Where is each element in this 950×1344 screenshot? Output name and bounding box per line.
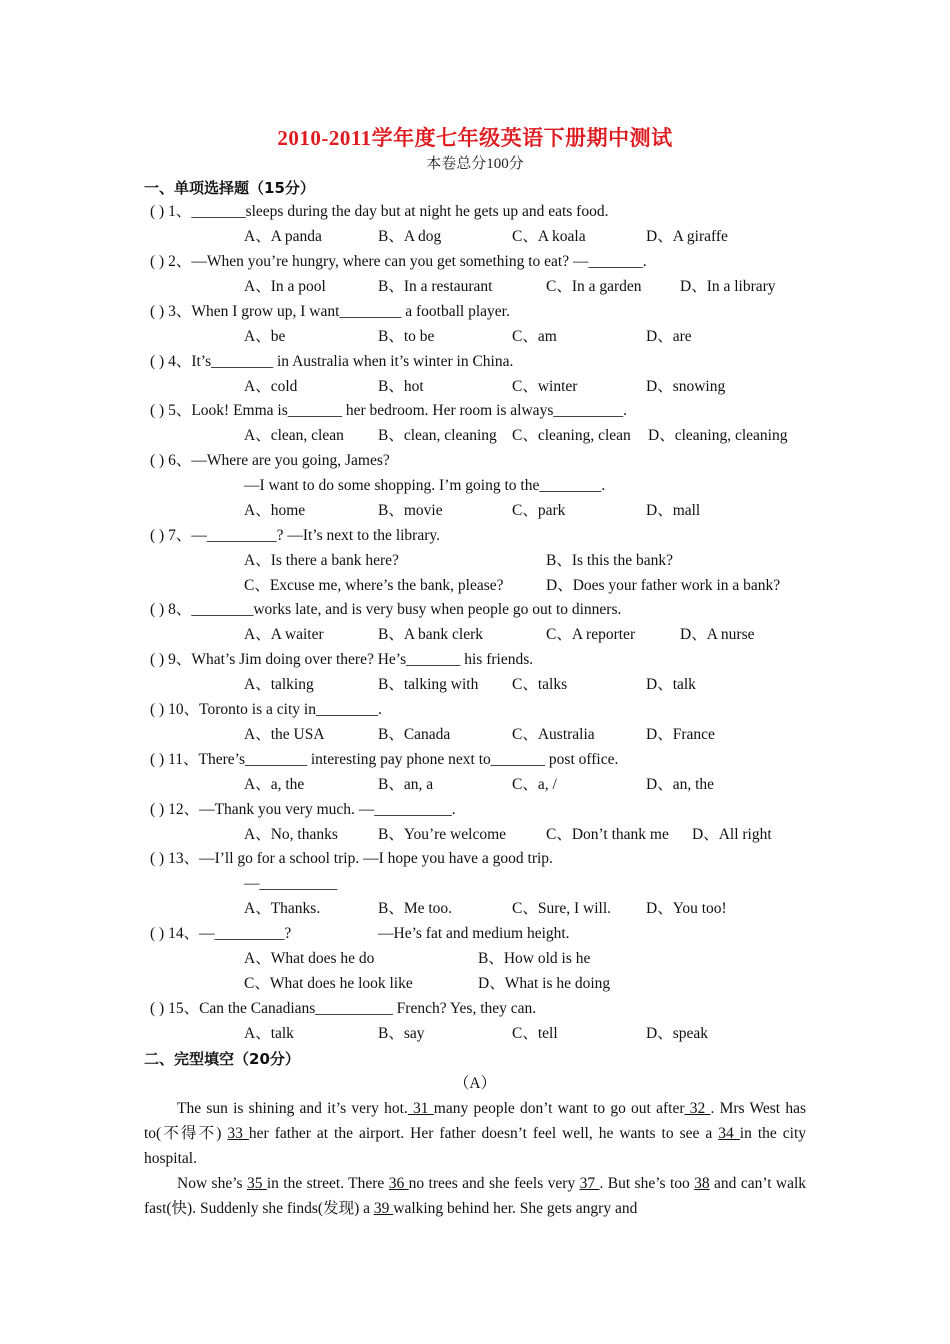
passage-text: . But she’s too (599, 1175, 695, 1192)
option: C、a, / (512, 776, 557, 793)
blank-32: 32 (684, 1100, 711, 1117)
option: B、clean, cleaning (378, 427, 497, 444)
question-stem: ( ) 11、There’s________ interesting pay phone next to_______ post office. (150, 751, 619, 768)
question-stem: ( ) 4、It’s________ in Australia when it’s winter in China. (150, 353, 514, 370)
option: C、am (512, 328, 557, 345)
blank-38: 38 (694, 1175, 710, 1192)
option: B、an, a (378, 776, 434, 793)
option: B、You’re welcome (378, 826, 507, 843)
passage-text: and can’t walk fast(快). Suddenly she finds(发现) a (144, 1175, 807, 1217)
passage-text: walking behind her. She gets angry and (393, 1200, 638, 1217)
question-stem: ( ) 2、—When you’re hungry, where can you get something to eat? —_______. (150, 253, 647, 270)
option: C、cleaning, clean (512, 427, 631, 444)
option: A、be (244, 328, 286, 345)
option: C、park (512, 502, 566, 519)
option: C、winter (512, 378, 578, 395)
option: C、A reporter (546, 626, 636, 643)
blank-36: 36 (388, 1175, 409, 1192)
question-stem: ( ) 1、_______sleeps during the day but at night he gets up and eats food. (150, 203, 609, 220)
question-continuation: —__________ (244, 875, 337, 892)
passage-text: many people don’t want to go out after (433, 1100, 685, 1117)
option: A、cold (244, 378, 298, 395)
page-title: 2010-2011学年度七年级英语下册期中测试 (277, 126, 673, 150)
question-stem: ( ) 9、What’s Jim doing over there? He’s_______ his friends. (150, 651, 534, 668)
option: A、What does he do (244, 950, 375, 967)
option: A、home (244, 502, 306, 519)
option: D、mall (646, 502, 701, 519)
question-stem: ( ) 10、Toronto is a city in________. (150, 701, 382, 718)
option: C、In a garden (546, 278, 642, 295)
option: A、talk (244, 1025, 294, 1042)
option: B、In a restaurant (378, 278, 493, 295)
question-continuation: —I want to do some shopping. I’m going to the________. (244, 477, 606, 494)
section2-heading: 二、完型填空（20分） (144, 1050, 300, 1068)
option: D、A giraffe (646, 228, 728, 245)
option: D、are (646, 328, 692, 345)
passage-text: . Mrs West has to(不得不) (144, 1100, 807, 1142)
question-stem: ( ) 12、—Thank you very much. —__________. (150, 801, 456, 818)
option: D、speak (646, 1025, 708, 1042)
passage-text: The sun is shining and it’s very hot. (177, 1100, 408, 1117)
question-stem: ( ) 13、—I’ll go for a school trip. —I hope you have a good trip. (150, 850, 553, 867)
passage-text: in the street. There (266, 1175, 389, 1192)
passage-text: her father at the airport. Her father doesn’t feel well, he wants to see a (248, 1125, 719, 1142)
passage-text: Now she’s (177, 1175, 247, 1192)
option: C、Excuse me, where’s the bank, please? (244, 577, 504, 594)
option: B、to be (378, 328, 435, 345)
option: A、A panda (244, 228, 322, 245)
option: A、No, thanks (244, 826, 338, 843)
option: A、the USA (244, 726, 325, 743)
option: D、In a library (680, 278, 776, 295)
option: B、movie (378, 502, 443, 519)
option: C、Australia (512, 726, 595, 743)
question-stem: ( ) 15、Can the Canadians__________ French? Yes, they can. (150, 1000, 537, 1017)
option: A、A waiter (244, 626, 324, 643)
option: B、Is this the bank? (546, 552, 673, 569)
page-subtitle: 本卷总分100分 (426, 156, 524, 172)
option: D、France (646, 726, 715, 743)
option: C、A koala (512, 228, 586, 245)
blank-31: 31 (407, 1100, 434, 1117)
option: A、talking (244, 676, 314, 693)
option: B、A bank clerk (378, 626, 484, 643)
option: D、talk (646, 676, 696, 693)
option: D、All right (692, 826, 772, 843)
option: B、talking with (378, 676, 479, 693)
option: D、Does your father work in a bank? (546, 577, 781, 594)
option: C、talks (512, 676, 568, 693)
option: A、Thanks. (244, 900, 321, 917)
passage-paragraph (144, 1171, 806, 1221)
option: B、say (378, 1025, 425, 1042)
option: C、What does he look like (244, 975, 413, 992)
option: B、Canada (378, 726, 451, 743)
blank-33: 33 (227, 1125, 249, 1142)
blank-34: 34 (718, 1125, 740, 1142)
passage-label: （A） (453, 1075, 497, 1092)
option: B、Me too. (378, 900, 453, 917)
option: C、Sure, I will. (512, 900, 612, 917)
option: D、A nurse (680, 626, 755, 643)
question-stem: ( ) 6、—Where are you going, James? (150, 452, 390, 469)
question-stem: ( ) 3、When I grow up, I want________ a football player. (150, 303, 510, 320)
option: D、cleaning, cleaning (648, 427, 788, 444)
option: D、snowing (646, 378, 726, 395)
section1-heading: 一、单项选择题（15分） (144, 179, 315, 197)
question-stem: ( ) 14、—_________? (150, 925, 292, 942)
option: B、hot (378, 378, 424, 395)
option: A、Is there a bank here? (244, 552, 399, 569)
option: B、How old is he (478, 950, 591, 967)
option: B、A dog (378, 228, 442, 245)
question-stem-response: —He’s fat and medium height. (378, 925, 570, 942)
question-stem: ( ) 7、—_________? —It’s next to the library. (150, 527, 440, 544)
passage-text: in the city hospital. (144, 1125, 807, 1167)
blank-35: 35 (246, 1175, 267, 1192)
blank-37: 37 (579, 1175, 600, 1192)
option: A、In a pool (244, 278, 326, 295)
option: D、an, the (646, 776, 715, 793)
option: A、clean, clean (244, 427, 344, 444)
option: A、a, the (244, 776, 305, 793)
option: D、What is he doing (478, 975, 611, 992)
option: C、Don’t thank me (546, 826, 669, 843)
option: D、You too! (646, 900, 727, 917)
passage-paragraph (144, 1096, 806, 1171)
blank-39: 39 (373, 1200, 394, 1217)
question-stem: ( ) 5、Look! Emma is_______ her bedroom. Her room is always_________. (150, 402, 627, 419)
cloze-passage (144, 1096, 806, 1221)
question-stem: ( ) 8、________works late, and is very busy when people go out to dinners. (150, 601, 622, 618)
option: C、tell (512, 1025, 558, 1042)
passage-text: no trees and she feels very (408, 1175, 580, 1192)
